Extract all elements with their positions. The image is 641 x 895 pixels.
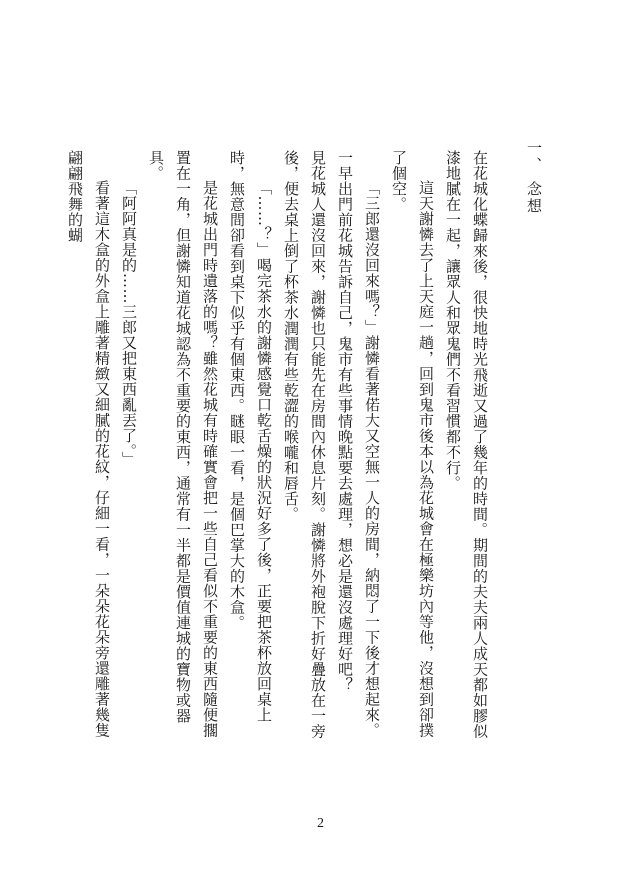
- paragraph: 「三郎還沒回來嗎？」謝憐看著偌大又空無一人的房間，納悶了一下後才想起來。一早出門前花城告訴自己，鬼市有些事情晚點要去處理，想必是還沒處理好吧？: [336, 150, 381, 738]
- paragraph: 在花城化蝶歸來後，很快地時光飛逝又過了幾年的時間。期間的夫夫兩人成天都如膠似漆地膩在一起，讓眾人和眾鬼們不看習慣都不行。: [444, 150, 489, 739]
- body-text: [66, 150, 493, 750]
- paragraph: 「阿阿真是的……三郎又把東西亂丟了。」: [120, 180, 138, 467]
- chapter-title: 一、 念想: [525, 140, 543, 215]
- paragraph: 是花城出門時遺落的嗎？雖然花城有時確實會把一些自己看似不重要的東西隨便擱置在一角，但謝憐知道花城認為不重要的東西，通常有一半都是價值連城的寶物或器具。: [147, 150, 219, 738]
- paragraph: 見花城人還沒回來，謝憐也只能先在房間內休息片刻。謝憐將外袍脫下折好疊放在一旁後，便去桌上倒了杯茶水潤潤有些乾澀的喉嚨和唇舌。: [282, 150, 327, 739]
- paragraph: 這天謝憐去了上天庭一趟，回到鬼市後本以為花城會在極樂坊內等他，沒想到卻撲了個空。: [390, 150, 435, 738]
- paragraph: 看著這木盒的外盒上雕著精緻又細膩的花紋，仔細一看，一朵朵花朵旁還雕著幾隻翩翩飛舞的蝴: [66, 150, 111, 738]
- page-number: 2: [317, 816, 324, 831]
- paragraph: 「……？」喝完茶水的謝憐感覺口乾舌燥的狀況好多了後，正要把茶杯放回桌上時，無意間卻看到桌下似乎有個東西。瞇眼一看，是個巴掌大的木盒。: [228, 150, 273, 723]
